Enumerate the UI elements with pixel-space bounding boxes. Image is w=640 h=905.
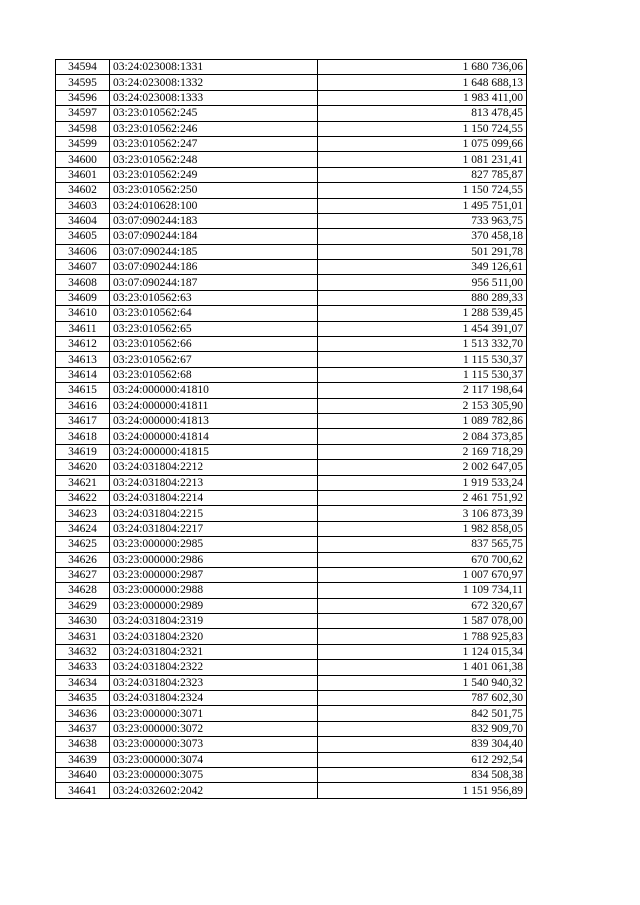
cadastral-value-cell: 834 508,38 (318, 767, 527, 782)
table-row (56, 260, 527, 275)
table-row (56, 152, 527, 167)
row-number-cell: 34605 (56, 229, 110, 244)
cadastral-value-cell: 1 919 533,24 (318, 475, 527, 490)
cadastral-value-cell: 1 089 782,86 (318, 413, 527, 428)
cadastral-value-cell: 670 700,62 (318, 552, 527, 567)
row-number-cell: 34624 (56, 521, 110, 536)
cadastral-value-cell: 1 007 670,97 (318, 567, 527, 582)
row-number-cell: 34594 (56, 60, 110, 75)
row-number-cell: 34602 (56, 183, 110, 198)
row-number-cell: 34631 (56, 629, 110, 644)
cadastral-value-cell: 1 788 925,83 (318, 629, 527, 644)
cadastral-value-cell: 1 401 061,38 (318, 660, 527, 675)
row-number-cell: 34621 (56, 475, 110, 490)
cadastral-value-cell: 733 963,75 (318, 213, 527, 228)
row-number-cell: 34632 (56, 644, 110, 659)
cadastral-value-cell: 1 288 539,45 (318, 306, 527, 321)
cadastral-value-cell: 2 117 198,64 (318, 383, 527, 398)
table-row (56, 306, 527, 321)
cadastral-number-cell: 03:24:010628:100 (110, 198, 318, 213)
cadastral-value-cell: 842 501,75 (318, 706, 527, 721)
cadastral-number-cell: 03:07:090244:183 (110, 213, 318, 228)
cadastral-value-cell: 1 513 332,70 (318, 337, 527, 352)
table-row (56, 213, 527, 228)
row-number-cell: 34607 (56, 260, 110, 275)
cadastral-value-cell: 1 150 724,55 (318, 183, 527, 198)
cadastral-number-cell: 03:23:010562:63 (110, 290, 318, 305)
cadastral-value-cell: 2 169 718,29 (318, 444, 527, 459)
row-number-cell: 34620 (56, 460, 110, 475)
cadastral-number-cell: 03:23:010562:249 (110, 167, 318, 182)
row-number-cell: 34637 (56, 721, 110, 736)
table-row (56, 167, 527, 182)
cadastral-value-cell: 787 602,30 (318, 691, 527, 706)
table-row (56, 367, 527, 382)
row-number-cell: 34625 (56, 537, 110, 552)
cadastral-value-cell: 3 106 873,39 (318, 506, 527, 521)
cadastral-value-cell: 880 289,33 (318, 290, 527, 305)
cadastral-number-cell: 03:23:010562:245 (110, 106, 318, 121)
row-number-cell: 34636 (56, 706, 110, 721)
row-number-cell: 34613 (56, 352, 110, 367)
row-number-cell: 34615 (56, 383, 110, 398)
cadastral-number-cell: 03:23:000000:2989 (110, 598, 318, 613)
cadastral-value-cell: 1 454 391,07 (318, 321, 527, 336)
cadastral-value-cell: 1 982 858,05 (318, 521, 527, 536)
table-row (56, 337, 527, 352)
cadastral-number-cell: 03:07:090244:187 (110, 275, 318, 290)
cadastral-value-cell: 832 909,70 (318, 721, 527, 736)
cadastral-number-cell: 03:24:031804:2322 (110, 660, 318, 675)
row-number-cell: 34634 (56, 675, 110, 690)
cadastral-number-cell: 03:23:010562:246 (110, 121, 318, 136)
row-number-cell: 34618 (56, 429, 110, 444)
table-row (56, 721, 527, 736)
cadastral-number-cell: 03:23:010562:67 (110, 352, 318, 367)
cadastral-value-cell: 672 320,67 (318, 598, 527, 613)
table-body (56, 60, 527, 799)
table-row (56, 321, 527, 336)
cadastral-number-cell: 03:24:031804:2213 (110, 475, 318, 490)
table-row (56, 552, 527, 567)
row-number-cell: 34640 (56, 767, 110, 782)
table-row (56, 537, 527, 552)
cadastral-number-cell: 03:23:000000:2986 (110, 552, 318, 567)
table-row (56, 644, 527, 659)
table-row (56, 275, 527, 290)
table-row (56, 244, 527, 259)
cadastral-number-cell: 03:23:000000:2988 (110, 583, 318, 598)
cadastral-value-cell: 370 458,18 (318, 229, 527, 244)
table-row (56, 413, 527, 428)
row-number-cell: 34627 (56, 567, 110, 582)
cadastral-number-cell: 03:24:000000:41811 (110, 398, 318, 413)
row-number-cell: 34622 (56, 490, 110, 505)
table-row (56, 629, 527, 644)
table-row (56, 752, 527, 767)
cadastral-value-cell: 827 785,87 (318, 167, 527, 182)
cadastral-number-cell: 03:24:023008:1331 (110, 60, 318, 75)
cadastral-number-cell: 03:24:031804:2321 (110, 644, 318, 659)
cadastral-value-cell: 1 109 734,11 (318, 583, 527, 598)
table-row (56, 183, 527, 198)
cadastral-number-cell: 03:24:000000:41814 (110, 429, 318, 444)
table-row (56, 429, 527, 444)
cadastral-value-cell: 1 587 078,00 (318, 614, 527, 629)
cadastral-number-cell: 03:23:010562:64 (110, 306, 318, 321)
cadastral-value-cell: 837 565,75 (318, 537, 527, 552)
cadastral-number-cell: 03:24:031804:2320 (110, 629, 318, 644)
cadastral-number-cell: 03:23:010562:250 (110, 183, 318, 198)
table-row (56, 783, 527, 798)
cadastral-value-cell: 839 304,40 (318, 737, 527, 752)
table-row (56, 475, 527, 490)
cadastral-number-cell: 03:24:000000:41810 (110, 383, 318, 398)
table-row (56, 675, 527, 690)
cadastral-number-cell: 03:24:031804:2215 (110, 506, 318, 521)
cadastral-number-cell: 03:24:000000:41813 (110, 413, 318, 428)
row-number-cell: 34606 (56, 244, 110, 259)
table-row (56, 521, 527, 536)
cadastral-value-cell: 2 461 751,92 (318, 490, 527, 505)
cadastral-number-cell: 03:23:000000:3072 (110, 721, 318, 736)
cadastral-number-cell: 03:23:000000:2987 (110, 567, 318, 582)
cadastral-number-cell: 03:23:010562:247 (110, 136, 318, 151)
cadastral-value-cell: 2 084 373,85 (318, 429, 527, 444)
cadastral-number-cell: 03:23:010562:65 (110, 321, 318, 336)
table-row (56, 706, 527, 721)
row-number-cell: 34616 (56, 398, 110, 413)
cadastral-number-cell: 03:24:031804:2319 (110, 614, 318, 629)
cadastral-number-cell: 03:07:090244:184 (110, 229, 318, 244)
row-number-cell: 34619 (56, 444, 110, 459)
cadastral-number-cell: 03:24:023008:1332 (110, 75, 318, 90)
cadastral-number-cell: 03:24:031804:2214 (110, 490, 318, 505)
table-row (56, 60, 527, 75)
cadastral-value-cell: 1 540 940,32 (318, 675, 527, 690)
row-number-cell: 34601 (56, 167, 110, 182)
table-row (56, 614, 527, 629)
cadastral-value-cell: 1 680 736,06 (318, 60, 527, 75)
row-number-cell: 34612 (56, 337, 110, 352)
table-row (56, 398, 527, 413)
row-number-cell: 34635 (56, 691, 110, 706)
cadastral-number-cell: 03:23:010562:248 (110, 152, 318, 167)
table-row (56, 506, 527, 521)
cadastral-number-cell: 03:07:090244:185 (110, 244, 318, 259)
row-number-cell: 34626 (56, 552, 110, 567)
row-number-cell: 34630 (56, 614, 110, 629)
table-row (56, 229, 527, 244)
table-row (56, 198, 527, 213)
row-number-cell: 34638 (56, 737, 110, 752)
row-number-cell: 34629 (56, 598, 110, 613)
row-number-cell: 34639 (56, 752, 110, 767)
cadastral-value-cell: 501 291,78 (318, 244, 527, 259)
cadastral-value-cell: 1 115 530,37 (318, 352, 527, 367)
cadastral-value-cell: 813 478,45 (318, 106, 527, 121)
row-number-cell: 34617 (56, 413, 110, 428)
cadastral-number-cell: 03:24:031804:2212 (110, 460, 318, 475)
cadastral-number-cell: 03:23:000000:3075 (110, 767, 318, 782)
cadastral-value-cell: 349 126,61 (318, 260, 527, 275)
row-number-cell: 34623 (56, 506, 110, 521)
table-row (56, 90, 527, 105)
row-number-cell: 34609 (56, 290, 110, 305)
cadastral-value-cell: 1 124 015,34 (318, 644, 527, 659)
row-number-cell: 34610 (56, 306, 110, 321)
table-row (56, 75, 527, 90)
cadastral-number-cell: 03:24:031804:2217 (110, 521, 318, 536)
cadastral-value-cell: 1 151 956,89 (318, 783, 527, 798)
cadastral-value-cell: 1 150 724,55 (318, 121, 527, 136)
table-row (56, 383, 527, 398)
row-number-cell: 34599 (56, 136, 110, 151)
table-row (56, 737, 527, 752)
row-number-cell: 34603 (56, 198, 110, 213)
table-row (56, 352, 527, 367)
row-number-cell: 34600 (56, 152, 110, 167)
cadastral-number-cell: 03:24:031804:2323 (110, 675, 318, 690)
cadastral-number-cell: 03:07:090244:186 (110, 260, 318, 275)
cadastral-number-cell: 03:23:000000:3073 (110, 737, 318, 752)
row-number-cell: 34595 (56, 75, 110, 90)
table-row (56, 567, 527, 582)
table-row (56, 660, 527, 675)
cadastral-number-cell: 03:23:010562:68 (110, 367, 318, 382)
table-row (56, 598, 527, 613)
cadastral-number-cell: 03:23:000000:3074 (110, 752, 318, 767)
table-row (56, 290, 527, 305)
cadastral-number-cell: 03:24:032602:2042 (110, 783, 318, 798)
table-row (56, 460, 527, 475)
table-row (56, 444, 527, 459)
row-number-cell: 34596 (56, 90, 110, 105)
cadastral-value-cell: 1 075 099,66 (318, 136, 527, 151)
cadastral-value-cell: 1 983 411,00 (318, 90, 527, 105)
row-number-cell: 34611 (56, 321, 110, 336)
cadastral-value-cell: 1 495 751,01 (318, 198, 527, 213)
cadastral-value-cell: 956 511,00 (318, 275, 527, 290)
cadastral-value-cell: 1 648 688,13 (318, 75, 527, 90)
table-row (56, 583, 527, 598)
cadastral-value-cell: 1 081 231,41 (318, 152, 527, 167)
cadastral-number-cell: 03:24:000000:41815 (110, 444, 318, 459)
table-row (56, 691, 527, 706)
cadastral-value-cell: 2 002 647,05 (318, 460, 527, 475)
row-number-cell: 34604 (56, 213, 110, 228)
cadastral-number-cell: 03:24:031804:2324 (110, 691, 318, 706)
row-number-cell: 34641 (56, 783, 110, 798)
row-number-cell: 34608 (56, 275, 110, 290)
cadastral-number-cell: 03:23:010562:66 (110, 337, 318, 352)
cadastral-value-cell: 2 153 305,90 (318, 398, 527, 413)
row-number-cell: 34598 (56, 121, 110, 136)
row-number-cell: 34633 (56, 660, 110, 675)
row-number-cell: 34628 (56, 583, 110, 598)
table-row (56, 767, 527, 782)
table-row (56, 136, 527, 151)
table-row (56, 121, 527, 136)
table-row (56, 106, 527, 121)
cadastral-value-table (55, 59, 527, 799)
cadastral-number-cell: 03:23:000000:2985 (110, 537, 318, 552)
row-number-cell: 34614 (56, 367, 110, 382)
cadastral-value-cell: 612 292,54 (318, 752, 527, 767)
cadastral-value-cell: 1 115 530,37 (318, 367, 527, 382)
cadastral-number-cell: 03:23:000000:3071 (110, 706, 318, 721)
row-number-cell: 34597 (56, 106, 110, 121)
cadastral-number-cell: 03:24:023008:1333 (110, 90, 318, 105)
table-row (56, 490, 527, 505)
